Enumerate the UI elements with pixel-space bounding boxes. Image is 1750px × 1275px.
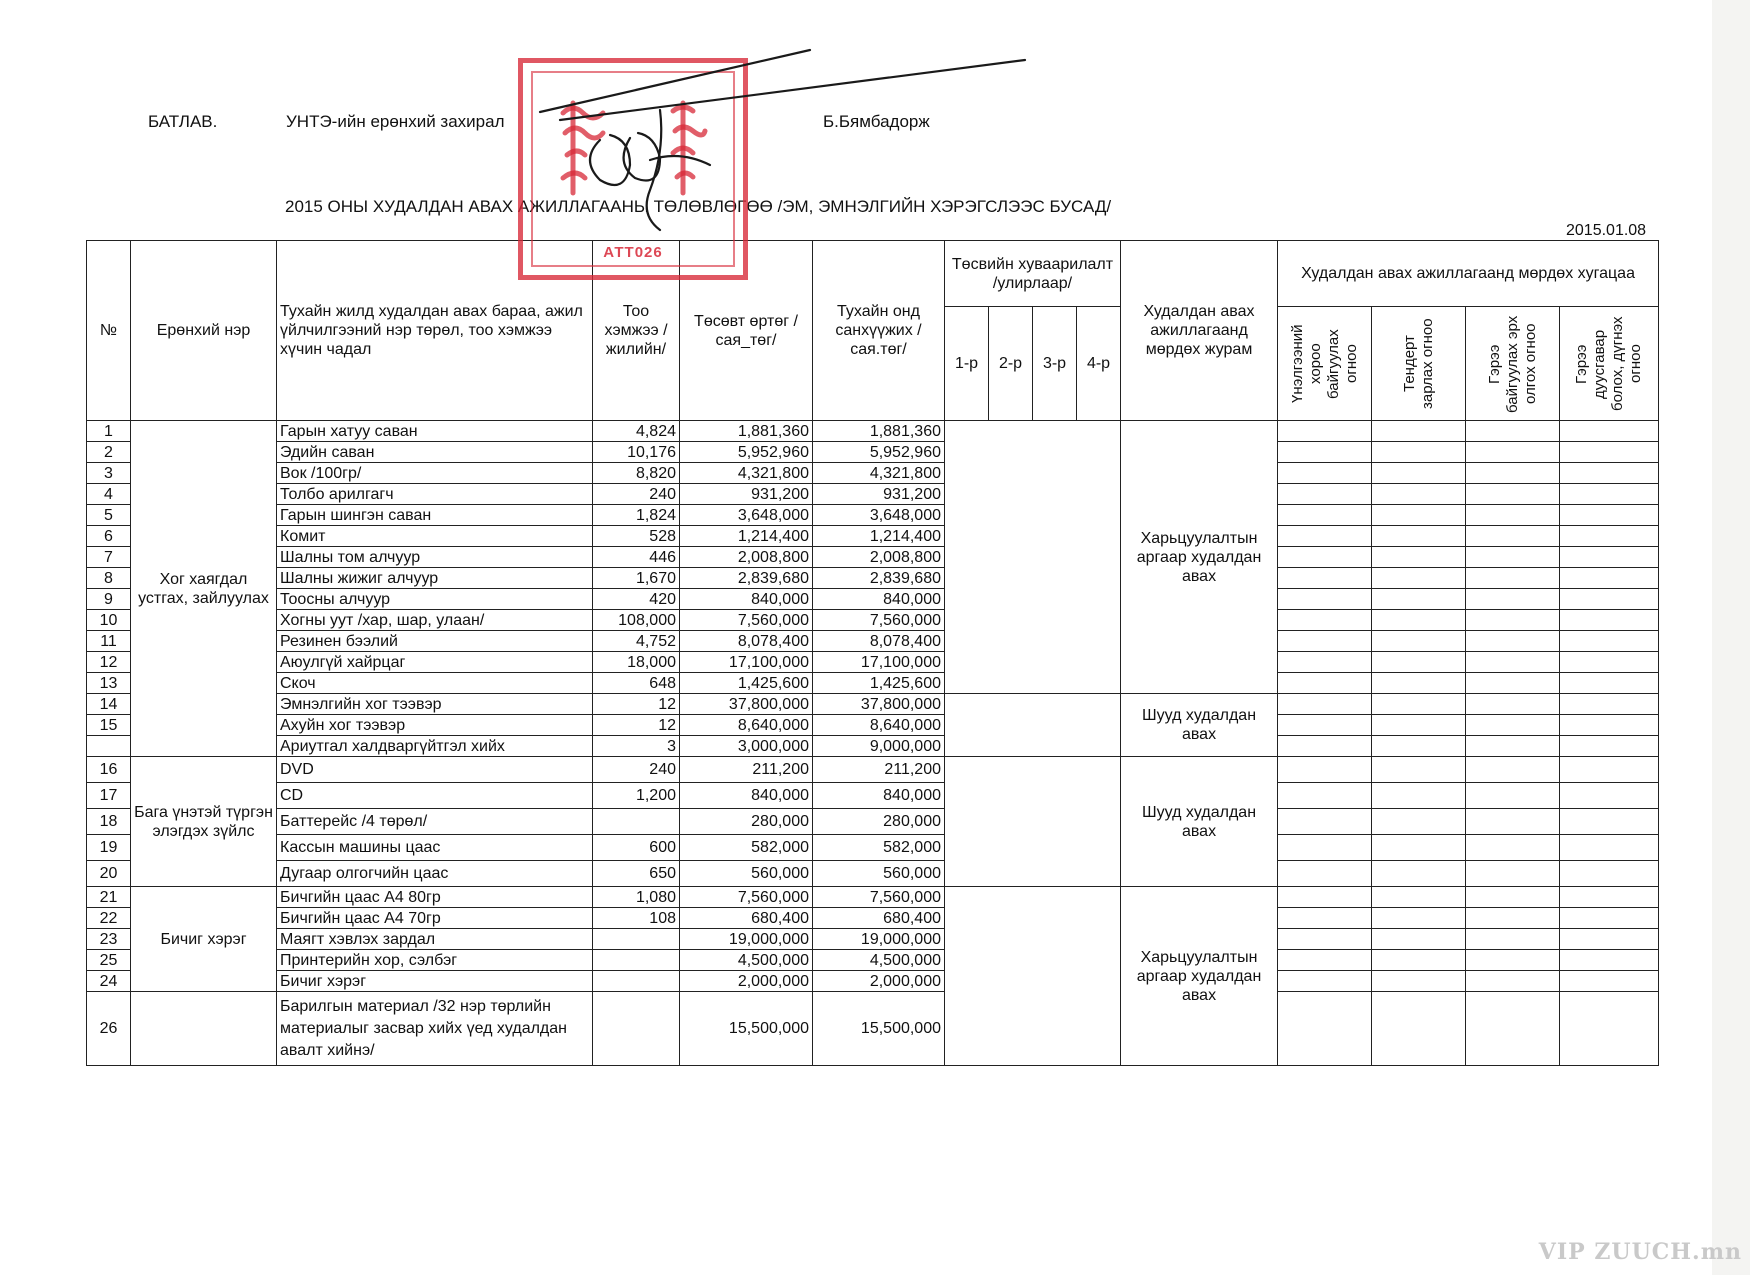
row-item: Эмнэлгийн хог тээвэр: [277, 694, 593, 715]
procurement-plan-table: [86, 240, 1659, 1066]
row-fund: 840,000: [813, 589, 945, 610]
procedure-direct-b: Шууд худалдан авах: [1121, 757, 1278, 887]
table-row: [87, 652, 1659, 673]
row-item: Маягт хэвлэх зардал: [277, 929, 593, 950]
table-row: [87, 526, 1659, 547]
row-qty: 240: [593, 757, 680, 783]
row-budget: 560,000: [680, 861, 813, 887]
table-row: [87, 484, 1659, 505]
table-row: [87, 929, 1659, 950]
row-fund: 1,214,400: [813, 526, 945, 547]
row-budget: 840,000: [680, 783, 813, 809]
header-procedure: Худалдан авах ажиллагаанд мөрдөх журам: [1121, 241, 1278, 421]
row-fund: 560,000: [813, 861, 945, 887]
row-item: Толбо арилгагч: [277, 484, 593, 505]
row-budget: 8,640,000: [680, 715, 813, 736]
row-fund: 1,881,360: [813, 421, 945, 442]
row-fund: 1,425,600: [813, 673, 945, 694]
row-budget: 3,000,000: [680, 736, 813, 757]
header-contract-award-date: Гэрээ байгуулах эрх олгох огноо: [1485, 314, 1539, 413]
table-row: [87, 783, 1659, 809]
row-item: Бичиг хэрэг: [277, 971, 593, 992]
row-item: Гарын шингэн саван: [277, 505, 593, 526]
header-timeline: Худалдан авах ажиллагаанд мөрдөх хугацаа: [1278, 241, 1659, 307]
row-item: Скоч: [277, 673, 593, 694]
table-row: [87, 757, 1659, 783]
approve-label: БАТЛАВ.: [148, 112, 218, 131]
table-row: [87, 887, 1659, 908]
signature: [530, 40, 1030, 250]
row-fund: 15,500,000: [813, 992, 945, 1066]
table-row: [87, 950, 1659, 971]
row-no: 1: [87, 421, 131, 442]
table-row: [87, 631, 1659, 652]
row-qty: 4,752: [593, 631, 680, 652]
row-item: Баттерейс /4 төрөл/: [277, 809, 593, 835]
table-row: [87, 736, 1659, 757]
header-budget-schedule: Төсвийн хуваарилалт /улирлаар/: [945, 241, 1121, 307]
row-fund: 4,321,800: [813, 463, 945, 484]
row-fund: 931,200: [813, 484, 945, 505]
row-no: 24: [87, 971, 131, 992]
row-qty: [593, 992, 680, 1066]
row-budget: 7,560,000: [680, 610, 813, 631]
row-no: 10: [87, 610, 131, 631]
row-fund: 2,839,680: [813, 568, 945, 589]
row-qty: 12: [593, 694, 680, 715]
row-no: 8: [87, 568, 131, 589]
row-budget: 1,214,400: [680, 526, 813, 547]
header-tender-announce-date: Тендерт зарлах огноо: [1400, 318, 1436, 409]
row-fund: 2,008,800: [813, 547, 945, 568]
row-qty: 240: [593, 484, 680, 505]
header-contract-end-date: Гэрээ дуусгавар болох, дүгнэх огноо: [1573, 316, 1645, 411]
header-no: №: [87, 241, 131, 421]
row-fund: 582,000: [813, 835, 945, 861]
row-budget: 15,500,000: [680, 992, 813, 1066]
quarters-cell-c: [945, 757, 1121, 887]
row-budget: 4,321,800: [680, 463, 813, 484]
table-row: [87, 694, 1659, 715]
row-item: Бичгийн цаас А4 70гр: [277, 908, 593, 929]
row-item: Барилгын материал /32 нэр төрлийн материалыг засвар хийх үед худалдан авалт хийнэ/: [277, 992, 593, 1066]
row-budget: 840,000: [680, 589, 813, 610]
row-qty: 4,824: [593, 421, 680, 442]
table-row: [87, 442, 1659, 463]
header-quarter-3: 3-р: [1033, 307, 1077, 421]
row-qty: 108: [593, 908, 680, 929]
table-row: [87, 861, 1659, 887]
stamp-code: АТТ026: [603, 244, 663, 261]
table-row: [87, 421, 1659, 442]
row-budget: 37,800,000: [680, 694, 813, 715]
document-date: 2015.01.08: [1566, 222, 1647, 239]
row-no: 22: [87, 908, 131, 929]
row-no: 13: [87, 673, 131, 694]
row-budget: 19,000,000: [680, 929, 813, 950]
header-evaluation-committee-date: Үнэлгээний хороо байгуулах огноо: [1288, 324, 1360, 403]
row-budget: 931,200: [680, 484, 813, 505]
row-item: Комит: [277, 526, 593, 547]
header-budget: Төсөвт өртөг /сая_төг/: [680, 241, 813, 421]
row-budget: 4,500,000: [680, 950, 813, 971]
row-no: 12: [87, 652, 131, 673]
group-name-waste: Хог хаягдал устгах, зайлуулах: [131, 421, 277, 757]
director-name: Б.Бямбадорж: [823, 112, 930, 131]
row-no: 26: [87, 992, 131, 1066]
row-no: [87, 736, 131, 757]
table-row: [87, 547, 1659, 568]
row-no: 17: [87, 783, 131, 809]
procedure-compare-b: Харьцуулалтын аргаар худалдан авах: [1121, 887, 1278, 1066]
row-qty: 1,080: [593, 887, 680, 908]
row-no: 5: [87, 505, 131, 526]
row-fund: 8,640,000: [813, 715, 945, 736]
row-budget: 7,560,000: [680, 887, 813, 908]
row-budget: 3,648,000: [680, 505, 813, 526]
header-quarter-2: 2-р: [989, 307, 1033, 421]
row-qty: 12: [593, 715, 680, 736]
row-qty: [593, 929, 680, 950]
group-name-stationery: Бичиг хэрэг: [131, 887, 277, 992]
quarters-cell-a: [945, 421, 1121, 694]
row-no: 18: [87, 809, 131, 835]
row-qty: 600: [593, 835, 680, 861]
row-qty: 1,200: [593, 783, 680, 809]
row-item: DVD: [277, 757, 593, 783]
row-budget: 582,000: [680, 835, 813, 861]
table-row: [87, 505, 1659, 526]
row-budget: 5,952,960: [680, 442, 813, 463]
row-fund: 7,560,000: [813, 887, 945, 908]
row-item: Аюулгүй хайрцаг: [277, 652, 593, 673]
row-fund: 37,800,000: [813, 694, 945, 715]
row-budget: 2,008,800: [680, 547, 813, 568]
row-item: Ариутгал халдваргүйтгэл хийх: [277, 736, 593, 757]
director-title: УНТЭ-ийн ерөнхий захирал: [286, 112, 505, 131]
row-qty: [593, 950, 680, 971]
table-row: [87, 463, 1659, 484]
row-budget: 2,839,680: [680, 568, 813, 589]
table-row: [87, 568, 1659, 589]
row-fund: 680,400: [813, 908, 945, 929]
row-qty: 528: [593, 526, 680, 547]
row-item: Резинен бээлий: [277, 631, 593, 652]
row-item: Бичгийн цаас А4 80гр: [277, 887, 593, 908]
procedure-compare-a: Харьцуулалтын аргаар худалдан авах: [1121, 421, 1278, 694]
header-quarter-1: 1-р: [945, 307, 989, 421]
header-item-name: Тухайн жилд худалдан авах бараа, ажил үйлчилгээний нэр төрөл, тоо хэмжээ хүчин чадал: [277, 241, 593, 421]
group-name-empty: [131, 992, 277, 1066]
row-no: 4: [87, 484, 131, 505]
header-quarter-4: 4-р: [1077, 307, 1121, 421]
row-budget: 211,200: [680, 757, 813, 783]
header-timeline-col-2: [1372, 307, 1466, 421]
row-item: Принтерийн хор, сэлбэг: [277, 950, 593, 971]
row-fund: 17,100,000: [813, 652, 945, 673]
row-item: Ахуйн хог тээвэр: [277, 715, 593, 736]
row-item: Шалны жижиг алчуур: [277, 568, 593, 589]
row-qty: 8,820: [593, 463, 680, 484]
row-no: 15: [87, 715, 131, 736]
row-no: 9: [87, 589, 131, 610]
header-timeline-col-1: [1278, 307, 1372, 421]
row-budget: 17,100,000: [680, 652, 813, 673]
row-qty: 3: [593, 736, 680, 757]
row-budget: 680,400: [680, 908, 813, 929]
row-no: 7: [87, 547, 131, 568]
quarters-cell-b: [945, 694, 1121, 757]
row-no: 14: [87, 694, 131, 715]
table-row: [87, 715, 1659, 736]
row-qty: 1,824: [593, 505, 680, 526]
table-row: [87, 971, 1659, 992]
table-row: [87, 908, 1659, 929]
procedure-direct-a: Шууд худалдан авах: [1121, 694, 1278, 757]
row-qty: 648: [593, 673, 680, 694]
row-item: Тоосны алчуур: [277, 589, 593, 610]
row-qty: 1,670: [593, 568, 680, 589]
row-qty: 10,176: [593, 442, 680, 463]
row-qty: 650: [593, 861, 680, 887]
row-fund: 280,000: [813, 809, 945, 835]
row-budget: 1,425,600: [680, 673, 813, 694]
table-row: [87, 589, 1659, 610]
row-fund: 3,648,000: [813, 505, 945, 526]
table-row: [87, 835, 1659, 861]
row-qty: 18,000: [593, 652, 680, 673]
row-item: Дугаар олгогчийн цаас: [277, 861, 593, 887]
row-no: 11: [87, 631, 131, 652]
row-no: 23: [87, 929, 131, 950]
quarters-cell-d: [945, 887, 1121, 1066]
row-fund: 8,078,400: [813, 631, 945, 652]
row-budget: 1,881,360: [680, 421, 813, 442]
table-row: [87, 610, 1659, 631]
row-budget: 2,000,000: [680, 971, 813, 992]
row-item: Эдийн саван: [277, 442, 593, 463]
row-no: 19: [87, 835, 131, 861]
row-no: 20: [87, 861, 131, 887]
row-item: Хогны уут /хар, шар, улаан/: [277, 610, 593, 631]
row-no: 2: [87, 442, 131, 463]
row-fund: 2,000,000: [813, 971, 945, 992]
row-item: Вок /100гр/: [277, 463, 593, 484]
group-name-consumables: Бага үнэтэй түргэн элэгдэх зүйлс: [131, 757, 277, 887]
watermark: VIP ZUUCH.mn: [1538, 1239, 1742, 1265]
row-no: 16: [87, 757, 131, 783]
row-fund: 19,000,000: [813, 929, 945, 950]
row-fund: 4,500,000: [813, 950, 945, 971]
table-row: [87, 673, 1659, 694]
header-year-funding: Тухайн онд санхүүжих /сая.төг/: [813, 241, 945, 421]
row-qty: [593, 809, 680, 835]
document-title: 2015 ОНЫ ХУДАЛДАН АВАХ АЖИЛЛАГААНЫ ТӨЛӨВЛӨГӨӨ /ЭМ, ЭМНЭЛГИЙН ХЭРЭГСЛЭЭС БУСАД/: [285, 197, 1112, 216]
row-fund: 7,560,000: [813, 610, 945, 631]
header-timeline-col-3: [1466, 307, 1560, 421]
table-row: [87, 809, 1659, 835]
row-fund: 5,952,960: [813, 442, 945, 463]
row-no: 3: [87, 463, 131, 484]
row-budget: 8,078,400: [680, 631, 813, 652]
row-no: 21: [87, 887, 131, 908]
row-qty: 420: [593, 589, 680, 610]
row-item: Шалны том алчуур: [277, 547, 593, 568]
row-item: CD: [277, 783, 593, 809]
row-qty: 108,000: [593, 610, 680, 631]
header-timeline-col-4: [1560, 307, 1659, 421]
header-quantity: Тоо хэмжээ /жилийн/: [593, 241, 680, 421]
row-fund: 840,000: [813, 783, 945, 809]
row-budget: 280,000: [680, 809, 813, 835]
row-item: Гарын хатуу саван: [277, 421, 593, 442]
row-no: 6: [87, 526, 131, 547]
row-qty: 446: [593, 547, 680, 568]
row-qty: [593, 971, 680, 992]
row-no: 25: [87, 950, 131, 971]
row-fund: 9,000,000: [813, 736, 945, 757]
header-general-name: Ерөнхий нэр: [131, 241, 277, 421]
row-item: Кассын машины цаас: [277, 835, 593, 861]
table-row: [87, 992, 1659, 1066]
row-fund: 211,200: [813, 757, 945, 783]
